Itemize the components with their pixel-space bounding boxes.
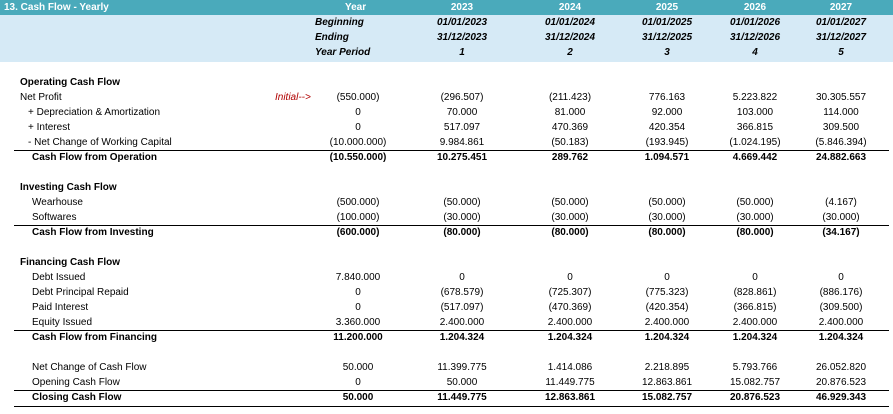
ending-date: 31/12/2024 <box>544 32 596 43</box>
cell-value: 30.305.557 <box>815 92 867 103</box>
beginning-date: 01/01/2025 <box>641 17 693 28</box>
cell-value: (30.000) <box>736 212 774 223</box>
beginning-label: Beginning <box>315 17 364 28</box>
row-label: Opening Cash Flow <box>32 377 120 388</box>
cell-value: (1.024.195) <box>729 137 781 148</box>
cell-value: 12.863.861 <box>641 377 693 388</box>
year-period: 1 <box>459 47 465 58</box>
ending-date: 31/12/2026 <box>729 32 781 43</box>
cell-value: 1.094.571 <box>644 152 690 163</box>
year-header: 2026 <box>743 2 767 13</box>
cell-value: (211.423) <box>548 92 592 103</box>
beginning-date: 01/01/2026 <box>729 17 781 28</box>
cell-value: 0 <box>838 272 844 283</box>
cell-value: 776.163 <box>648 92 686 103</box>
cell-value: 420.354 <box>648 122 686 133</box>
cell-value: 470.369 <box>551 122 589 133</box>
beginning-date: 01/01/2024 <box>544 17 596 28</box>
ending-date: 31/12/2025 <box>641 32 693 43</box>
cell-value: 2.400.000 <box>547 317 593 328</box>
row-label: Paid Interest <box>32 302 89 313</box>
cell-value: (100.000) <box>336 212 380 223</box>
cell-value: 366.815 <box>736 122 774 133</box>
cell-value: (886.176) <box>819 287 863 298</box>
cell-value: (30.000) <box>648 212 686 223</box>
row-label: - Net Change of Working Capital <box>28 137 172 148</box>
cell-value: (420.354) <box>645 302 689 313</box>
cell-value: 1.204.324 <box>547 332 593 343</box>
cell-value: 0 <box>355 107 361 118</box>
ending-date: 31/12/2023 <box>436 32 488 43</box>
beginning-date: 01/01/2027 <box>815 17 867 28</box>
cell-value: (500.000) <box>336 197 380 208</box>
cell-value: 2.218.895 <box>644 362 690 373</box>
cell-value: 0 <box>567 272 573 283</box>
cell-value: 92.000 <box>651 107 683 118</box>
cell-value: (10.000.000) <box>329 137 387 148</box>
cell-value: 0 <box>355 122 361 133</box>
cell-value: (296.507) <box>440 92 484 103</box>
ending-date: 31/12/2027 <box>815 32 867 43</box>
cell-value: (30.000) <box>443 212 481 223</box>
cell-value: (50.000) <box>736 197 774 208</box>
cell-value: 114.000 <box>823 107 859 118</box>
year-header: 2027 <box>829 2 853 13</box>
total-label-financing: Cash Flow from Financing <box>32 332 158 343</box>
cell-value: 2.400.000 <box>439 317 485 328</box>
cell-value: 11.399.775 <box>437 362 487 373</box>
cell-value: (5.846.394) <box>815 137 867 148</box>
cell-value: 2.400.000 <box>818 317 864 328</box>
cell-value: (366.815) <box>733 302 777 313</box>
cell-value: 24.882.663 <box>815 152 867 163</box>
cell-value: (725.307) <box>548 287 592 298</box>
total-divider <box>14 225 889 226</box>
cell-value: (50.000) <box>648 197 686 208</box>
cell-value: 0 <box>664 272 670 283</box>
cell-value: 81.000 <box>554 107 586 118</box>
cell-value: 0 <box>355 302 361 313</box>
cell-value: (678.579) <box>440 287 484 298</box>
sheet-title: 13. Cash Flow - Yearly <box>4 2 109 13</box>
cell-value: (10.550.000) <box>329 152 387 163</box>
cell-value: 4.669.442 <box>732 152 778 163</box>
initial-note: Initial--> <box>275 92 311 103</box>
beginning-date: 01/01/2023 <box>436 17 488 28</box>
row-label: Wearhouse <box>32 197 83 208</box>
cell-value: (470.369) <box>548 302 592 313</box>
cell-value: (34.167) <box>822 227 860 238</box>
total-label-closing: Closing Cash Flow <box>32 392 122 403</box>
cell-value: 3.360.000 <box>335 317 381 328</box>
cell-value: (517.097) <box>440 302 484 313</box>
cell-value: 7.840.000 <box>335 272 381 283</box>
year-period: 4 <box>752 47 758 58</box>
section-title-financing: Financing Cash Flow <box>20 257 121 268</box>
cell-value: 70.000 <box>446 107 478 118</box>
total-divider <box>14 330 889 331</box>
year-period-label: Year Period <box>315 47 371 58</box>
cell-value: (80.000) <box>736 227 774 238</box>
cell-value: (30.000) <box>551 212 589 223</box>
cell-value: (828.861) <box>733 287 777 298</box>
cell-value: 1.204.324 <box>439 332 485 343</box>
year-header: 2024 <box>558 2 582 13</box>
bottom-border <box>14 406 889 407</box>
cell-value: 0 <box>355 287 361 298</box>
cell-value: 2.400.000 <box>644 317 690 328</box>
cell-value: 0 <box>752 272 758 283</box>
cell-value: 5.793.766 <box>732 362 778 373</box>
row-label: Debt Issued <box>32 272 86 283</box>
cell-value: (193.945) <box>645 137 689 148</box>
cell-value: (80.000) <box>551 227 589 238</box>
ending-label: Ending <box>315 32 349 43</box>
cell-value: 0 <box>355 377 361 388</box>
cell-value: 1.204.324 <box>644 332 690 343</box>
row-label: Net Change of Cash Flow <box>32 362 147 373</box>
cell-value: 15.082.757 <box>729 377 781 388</box>
cell-value: 11.449.775 <box>545 377 595 388</box>
cell-value: (80.000) <box>648 227 686 238</box>
cell-value: (4.167) <box>825 197 857 208</box>
cell-value: 1.414.086 <box>547 362 593 373</box>
cell-value: 50.000 <box>342 362 374 373</box>
total-label-investing: Cash Flow from Investing <box>32 227 154 238</box>
year-label: Year <box>345 2 367 13</box>
cell-value: 103.000 <box>736 107 774 118</box>
total-divider <box>14 390 889 391</box>
year-period: 2 <box>567 47 573 58</box>
year-header: 2025 <box>655 2 679 13</box>
cell-value: (50.000) <box>551 197 589 208</box>
row-label: Equity Issued <box>32 317 93 328</box>
cell-value: 517.097 <box>443 122 481 133</box>
section-title-operating: Operating Cash Flow <box>20 77 121 88</box>
cell-value: 5.223.822 <box>732 92 778 103</box>
row-label: + Interest <box>28 122 70 133</box>
cell-value: 1.204.324 <box>818 332 864 343</box>
cell-value: 46.929.343 <box>815 392 867 403</box>
cell-value: (309.500) <box>819 302 863 313</box>
row-label: Debt Principal Repaid <box>32 287 129 298</box>
cell-value: 9.984.861 <box>439 137 485 148</box>
cell-value: 12.863.861 <box>544 392 596 403</box>
cell-value: (50.000) <box>443 197 481 208</box>
cell-value: 50.000 <box>446 377 478 388</box>
cell-value: 10.275.451 <box>436 152 488 163</box>
cell-value: 15.082.757 <box>641 392 693 403</box>
year-period: 5 <box>838 47 844 58</box>
cell-value: 26.052.820 <box>815 362 867 373</box>
cell-value: (50.183) <box>551 137 589 148</box>
year-period: 3 <box>664 47 670 58</box>
total-divider <box>14 150 889 151</box>
cell-value: 1.204.324 <box>732 332 778 343</box>
cell-value: (30.000) <box>822 212 860 223</box>
cell-value: (600.000) <box>336 227 380 238</box>
year-header: 2023 <box>450 2 474 13</box>
cell-value: 289.762 <box>551 152 589 163</box>
row-label: Net Profit <box>20 92 62 103</box>
cell-value: 20.876.523 <box>729 392 781 403</box>
cell-value: 20.876.523 <box>815 377 867 388</box>
row-label: + Depreciation & Amortization <box>28 107 161 118</box>
cell-value: (550.000) <box>336 92 380 103</box>
cell-value: 0 <box>459 272 465 283</box>
section-title-investing: Investing Cash Flow <box>20 182 117 193</box>
row-label: Softwares <box>32 212 77 223</box>
cell-value: 2.400.000 <box>732 317 778 328</box>
total-label-operation: Cash Flow from Operation <box>32 152 158 163</box>
cell-value: (80.000) <box>443 227 481 238</box>
cell-value: 309.500 <box>822 122 860 133</box>
cell-value: 50.000 <box>342 392 374 403</box>
cell-value: 11.449.775 <box>437 392 487 403</box>
cell-value: (775.323) <box>645 287 689 298</box>
cell-value: 11.200.000 <box>333 332 383 343</box>
